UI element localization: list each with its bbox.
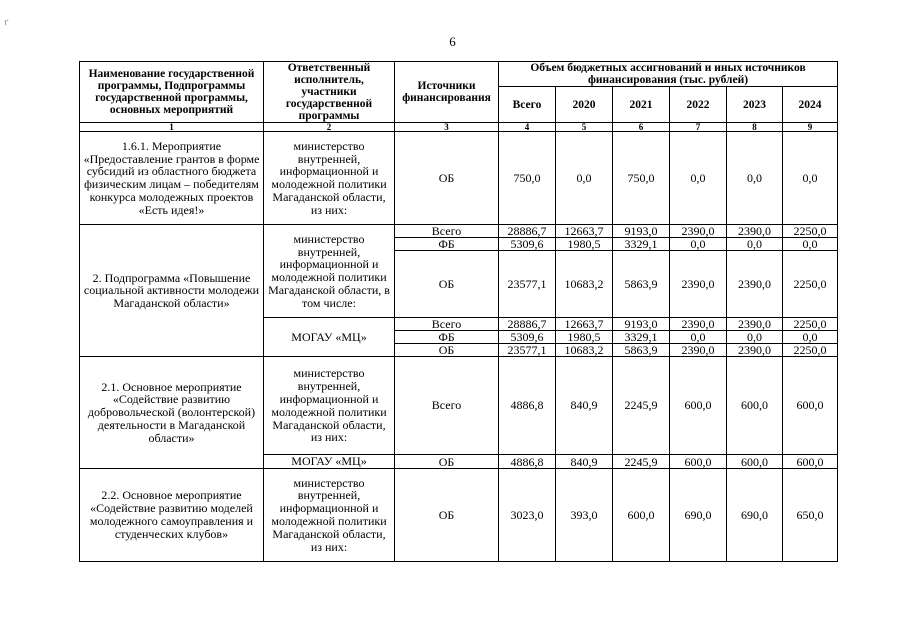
col-number: 1 (80, 123, 264, 132)
value-2023: 2390,0 (727, 225, 783, 238)
row-source: ФБ (395, 238, 499, 251)
value-2024: 600,0 (783, 357, 838, 455)
value-2023: 600,0 (727, 357, 783, 455)
table-row (80, 469, 838, 562)
value-total: 28886,7 (499, 318, 556, 331)
row-executor: министерство внутренней, информационной и молодежной политики Магаданской области, из них: (264, 469, 395, 562)
value-total: 23577,1 (499, 251, 556, 318)
value-2023: 2390,0 (727, 251, 783, 318)
header-volume: Объем бюджетных ассигнований и иных источников финансирования (тыс. рублей) (499, 62, 838, 87)
value-2021: 750,0 (613, 132, 670, 225)
value-2023: 2390,0 (727, 344, 783, 357)
header-2020: 2020 (556, 87, 613, 123)
value-2023: 0,0 (727, 331, 783, 344)
row-source: ОБ (395, 455, 499, 469)
col-number: 4 (499, 123, 556, 132)
row-executor: министерство внутренней, информационной и молодежной политики Магаданской области, из них: (264, 357, 395, 455)
value-2021: 3329,1 (613, 331, 670, 344)
value-2022: 600,0 (670, 455, 727, 469)
value-2024: 0,0 (783, 132, 838, 225)
value-2021: 9193,0 (613, 225, 670, 238)
value-total: 5309,6 (499, 238, 556, 251)
value-2020: 393,0 (556, 469, 613, 562)
value-2020: 1980,5 (556, 238, 613, 251)
value-2024: 2250,0 (783, 318, 838, 331)
row-executor: МОГАУ «МЦ» (264, 318, 395, 357)
row-source: ФБ (395, 331, 499, 344)
value-2020: 0,0 (556, 132, 613, 225)
row-executor: МОГАУ «МЦ» (264, 455, 395, 469)
col-number: 8 (727, 123, 783, 132)
value-2021: 9193,0 (613, 318, 670, 331)
header-2022: 2022 (670, 87, 727, 123)
value-2022: 690,0 (670, 469, 727, 562)
value-total: 4886,8 (499, 455, 556, 469)
value-2023: 0,0 (727, 238, 783, 251)
row-name: 2.1. Основное мероприятие «Содействие развитию добровольческой (волонтерской) деятельности в Магаданской области» (80, 357, 264, 469)
row-source: ОБ (395, 251, 499, 318)
value-total: 28886,7 (499, 225, 556, 238)
value-2022: 600,0 (670, 357, 727, 455)
value-2021: 600,0 (613, 469, 670, 562)
header-executor: Ответственный исполнитель, участники государственной программы (264, 62, 395, 123)
table-row (80, 357, 838, 455)
value-2022: 0,0 (670, 331, 727, 344)
header-total: Всего (499, 87, 556, 123)
value-2024: 2250,0 (783, 225, 838, 238)
value-2020: 1980,5 (556, 331, 613, 344)
value-2023: 600,0 (727, 455, 783, 469)
row-name: 2. Подпрограмма «Повышение социальной активности молодежи Магаданской области» (80, 225, 264, 357)
row-source: ОБ (395, 469, 499, 562)
col-number: 2 (264, 123, 395, 132)
budget-table-wrapper (79, 61, 838, 562)
value-2024: 2250,0 (783, 344, 838, 357)
value-2020: 840,9 (556, 455, 613, 469)
value-2022: 2390,0 (670, 344, 727, 357)
value-total: 4886,8 (499, 357, 556, 455)
value-2020: 840,9 (556, 357, 613, 455)
row-executor: министерство внутренней, информационной и молодежной политики Магаданской области, из них: (264, 132, 395, 225)
value-total: 750,0 (499, 132, 556, 225)
value-total: 23577,1 (499, 344, 556, 357)
page-number: 6 (449, 34, 456, 49)
value-2022: 2390,0 (670, 225, 727, 238)
row-source: ОБ (395, 344, 499, 357)
row-source: Всего (395, 357, 499, 455)
value-2022: 0,0 (670, 132, 727, 225)
col-number: 3 (395, 123, 499, 132)
value-2022: 2390,0 (670, 251, 727, 318)
value-2023: 2390,0 (727, 318, 783, 331)
value-2020: 10683,2 (556, 344, 613, 357)
row-source: ОБ (395, 132, 499, 225)
header-2021: 2021 (613, 87, 670, 123)
header-2023: 2023 (727, 87, 783, 123)
header-2024: 2024 (783, 87, 838, 123)
row-executor: министерство внутренней, информационной и молодежной политики Магаданской области, в том числе: (264, 225, 395, 318)
value-2021: 3329,1 (613, 238, 670, 251)
value-2020: 10683,2 (556, 251, 613, 318)
table-row (80, 225, 838, 238)
value-2023: 0,0 (727, 132, 783, 225)
value-2020: 12663,7 (556, 225, 613, 238)
value-2021: 5863,9 (613, 251, 670, 318)
value-2024: 650,0 (783, 469, 838, 562)
col-number: 6 (613, 123, 670, 132)
table-row (80, 132, 838, 225)
value-2024: 0,0 (783, 331, 838, 344)
value-2024: 600,0 (783, 455, 838, 469)
row-name: 2.2. Основное мероприятие «Содействие развитию моделей молодежного самоуправления и студенческих клубов» (80, 469, 264, 562)
value-2021: 2245,9 (613, 357, 670, 455)
value-2021: 5863,9 (613, 344, 670, 357)
value-2022: 0,0 (670, 238, 727, 251)
header-name: Наименование государственной программы, Подпрограммы государственной программы, основных мероприятий (80, 62, 264, 123)
value-2021: 2245,9 (613, 455, 670, 469)
value-total: 3023,0 (499, 469, 556, 562)
col-number: 7 (670, 123, 727, 132)
value-total: 5309,6 (499, 331, 556, 344)
header-sources: Источники финансирования (395, 62, 499, 123)
value-2024: 0,0 (783, 238, 838, 251)
row-name: 1.6.1. Мероприятие «Предоставление грантов в форме субсидий из областного бюджета физическим лицам – победителям конкурса молодежных проектов «Есть идея!» (80, 132, 264, 225)
col-number: 9 (783, 123, 838, 132)
value-2023: 690,0 (727, 469, 783, 562)
budget-table (79, 61, 838, 562)
col-number: 5 (556, 123, 613, 132)
scan-mark: 𝑟 (2, 16, 10, 28)
row-source: Всего (395, 225, 499, 238)
value-2020: 12663,7 (556, 318, 613, 331)
value-2022: 2390,0 (670, 318, 727, 331)
row-source: Всего (395, 318, 499, 331)
value-2024: 2250,0 (783, 251, 838, 318)
